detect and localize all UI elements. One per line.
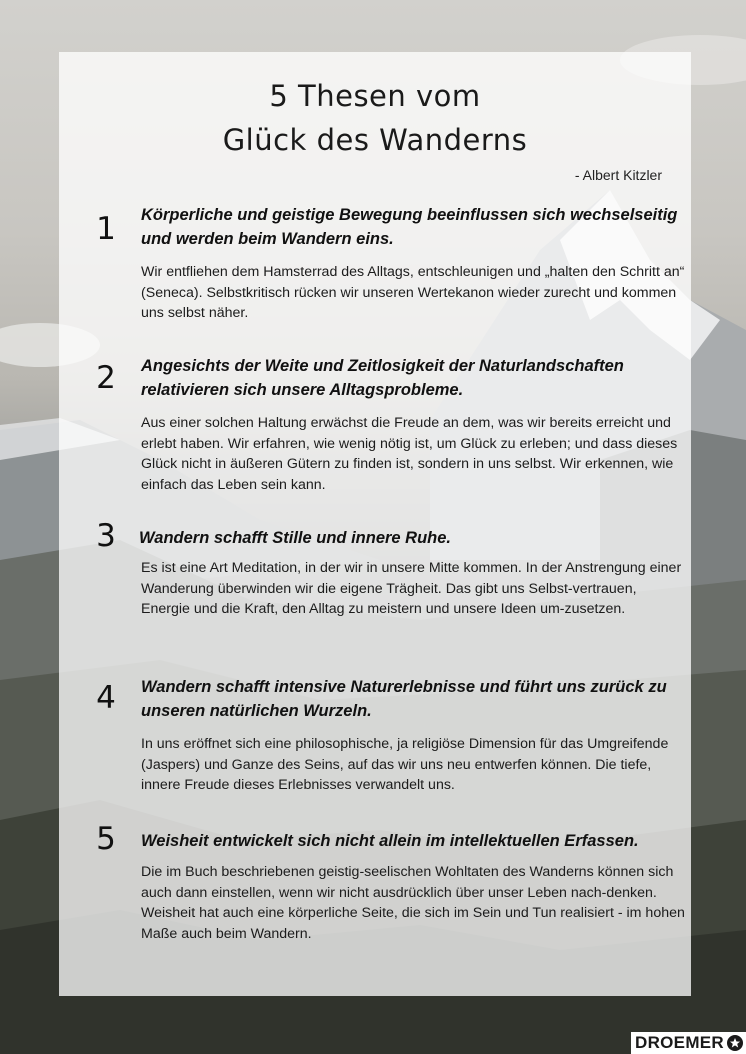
thesis-number-1: 1 bbox=[96, 211, 116, 247]
thesis-body-1: Wir entfliehen dem Hamsterrad des Alltags, entschleunigen und „halten den Schritt an“ (Seneca). Selbstkritisch rücken wir unseren Wertekanon wieder zurecht und kommen uns selbst näher. bbox=[141, 264, 685, 322]
thesis-body-3: Es ist eine Art Meditation, in der wir in unsere Mitte kommen. In der Anstrengung einer Wanderung überwinden wir die eigene Trägheit. Das gibt uns Selbst-vertrauen, Energie und die Kraft, den Alltag zu meistern und unsere Ideen um-zusetzen. bbox=[141, 560, 682, 618]
thesis-heading-2: Angesichts der Weite und Zeitlosigkeit der Naturlandschaften relativieren sich unsere Alltagsprobleme. bbox=[141, 357, 624, 399]
thesis-number-4: 4 bbox=[96, 680, 116, 716]
thesis-body-4: In uns eröffnet sich eine philosophische, ja religiöse Dimension für das Umgreifende (Jaspers) und Ganze des Seins, auf das wir uns neu entwerfen können. Die tiefe, innere Freude dieses Erlebnisses verwandelt uns. bbox=[141, 736, 669, 794]
star-icon bbox=[727, 1035, 743, 1051]
thesis-heading-4: Wandern schafft intensive Naturerlebnisse und führt uns zurück zu unseren natürlichen Wurzeln. bbox=[141, 678, 667, 720]
logo-text: DROEMER bbox=[635, 1033, 724, 1052]
thesis-heading-3: Wandern schafft Stille und innere Ruhe. bbox=[139, 529, 452, 547]
title-line-1: 5 Thesen vom bbox=[269, 79, 481, 113]
thesis-body-5: Die im Buch beschriebenen geistig-seelischen Wohltaten des Wanderns können sich auch dann einstellen, wenn wir nicht ausdrücklich über unser Leben nach-denken. Weisheit hat auch eine körperliche Seite, die sich im Sein und Tun realisiert - im hohen Maße auch beim Wandern. bbox=[141, 864, 685, 942]
title-line-2: Glück des Wanderns bbox=[222, 123, 528, 157]
author-attribution: - Albert Kitzler bbox=[574, 167, 662, 183]
content-card bbox=[59, 52, 691, 996]
thesis-number-2: 2 bbox=[96, 360, 116, 396]
thesis-number-3: 3 bbox=[96, 518, 116, 554]
thesis-heading-1: Körperliche und geistige Bewegung beeinflussen sich wechselseitig und werden beim Wandern eins. bbox=[141, 206, 678, 248]
page-title bbox=[59, 74, 691, 162]
droemer-logo bbox=[631, 1032, 746, 1054]
thesis-number-5: 5 bbox=[96, 821, 116, 857]
thesis-heading-5: Weisheit entwickelt sich nicht allein im intellektuellen Erfassen. bbox=[141, 832, 639, 850]
thesis-body-2: Aus einer solchen Haltung erwächst die Freude an dem, was wir bereits erreicht und erlebt haben. Wir erfahren, wie wenig nötig ist, um Glück zu erleben; und dass dieses Glück nicht in äußeren Gütern zu finden ist, sondern in uns selbst. Wir erkennen, wie einfach das Leben sein kann. bbox=[141, 415, 678, 493]
